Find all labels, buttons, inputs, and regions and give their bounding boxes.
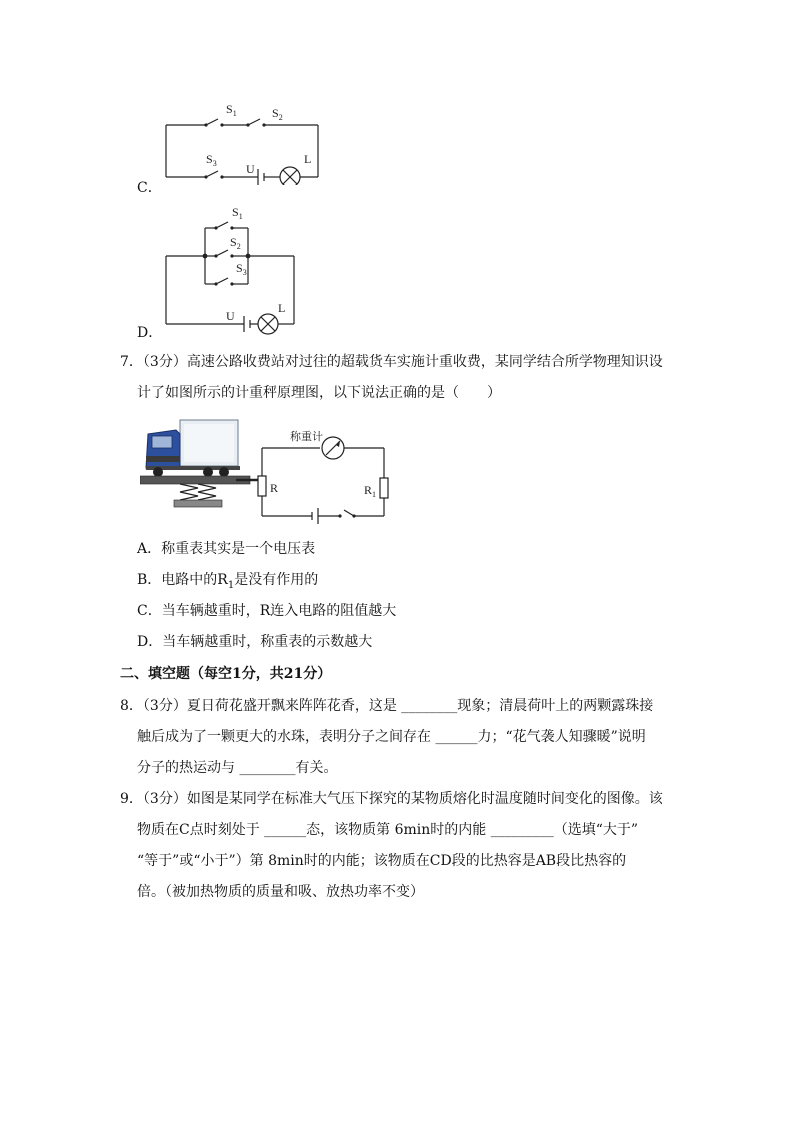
label-l: L: [278, 301, 286, 315]
q7-option-a: A．称重表其实是一个电压表: [137, 541, 316, 557]
q7-scale-diagram: [140, 412, 400, 527]
q8-line3: 分子的热运动与 ________有关。: [137, 760, 338, 776]
option-c-label: C．: [137, 180, 162, 196]
q8-line1: 8．（3分）夏日荷花盛开飘来阵阵花香，这是 ________现象；清晨荷叶上的两颗露珠接: [120, 698, 654, 714]
q7-stem-line2: 计了如图所示的计重秤原理图，以下说法正确的是（ ）: [137, 385, 501, 401]
r1-label: $R_1$: [364, 483, 377, 499]
q9-line1: 9．（3分）如图是某同学在标准大气压下探究的某物质熔化时温度随时间变化的图像。该: [120, 791, 663, 807]
label-s3: $S_3$: [236, 261, 247, 277]
q7-option-c: C．当车辆越重时，R连入电路的阻值越大: [137, 603, 397, 619]
label-s1: $S_1$: [232, 205, 243, 221]
circuit-c-diagram: [160, 95, 330, 185]
r-label: R: [270, 481, 279, 495]
circuit-d-diagram: [160, 200, 310, 340]
label-l: L: [304, 152, 312, 166]
q9-line2: 物质在C点时刻处于 ______态，该物质第 6min时的内能 _________（选填“大于”: [137, 822, 639, 838]
q7-stem-line1: 7．（3分）高速公路收费站对过往的超载货车实施计重收费，某同学结合所学物理知识设: [120, 354, 663, 370]
q9-line3: “等于”或“小于”）第 8min时的内能；该物质在CD段的比热容是AB段比热容的: [137, 853, 627, 869]
label-s2: $S_2$: [272, 106, 283, 122]
section-fill-in-title: 二、填空题（每空1分，共21分）: [120, 666, 332, 682]
label-u: U: [226, 309, 235, 323]
label-s3: $S_3$: [206, 152, 217, 168]
q9-line4: 倍。（被加热物质的质量和吸、放热功率不变）: [137, 884, 424, 900]
q7-option-d: D．当车辆越重时，称重表的示数越大: [137, 634, 373, 650]
label-s2: $S_2$: [230, 235, 241, 251]
option-d-label: D．: [137, 325, 163, 341]
meter-label: 称重计: [290, 430, 323, 443]
q8-line2: 触后成为了一颗更大的水珠，表明分子之间存在 ______力；“花气袭人知骤暖”说明: [137, 729, 646, 745]
label-s1: $S_1$: [226, 102, 237, 118]
q7-option-b: B．电路中的$R_1$是没有作用的: [137, 572, 319, 591]
truck-image: [146, 420, 240, 477]
label-u: U: [246, 162, 255, 176]
